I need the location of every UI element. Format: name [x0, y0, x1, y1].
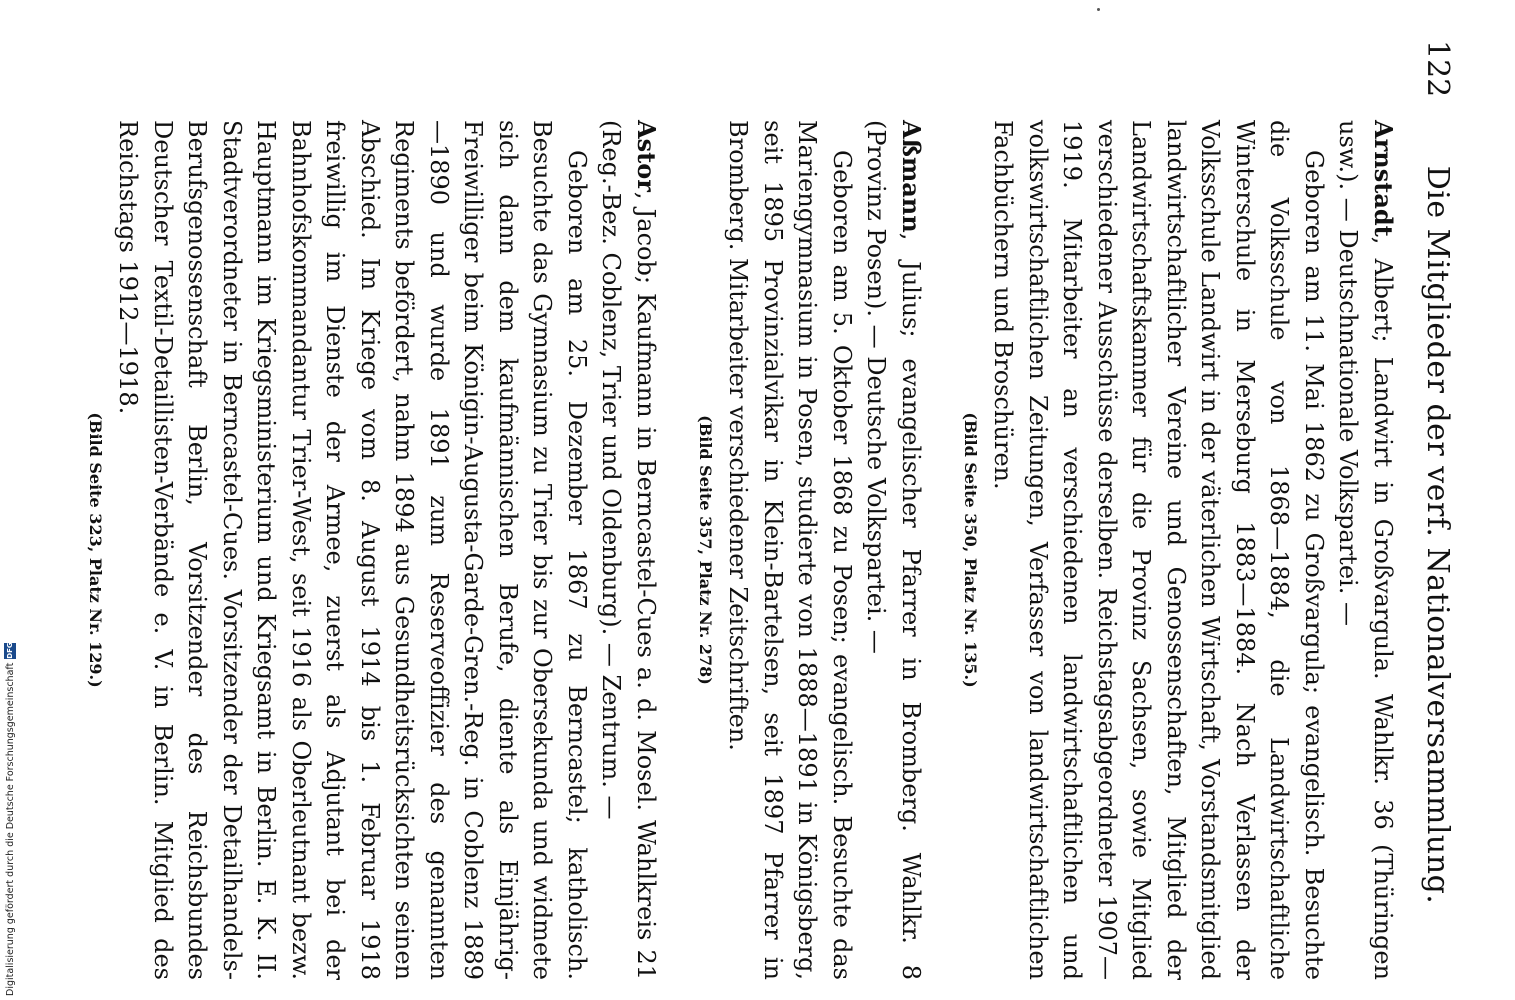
entry-body: Geboren am 11. Mai 1862 zu Großvargula; evangelisch. Besuchte die Volksschule von 1868—1884, die Landwirtschaftliche Winterschule in Merseburg 1883—1884. Nach Verlassen der Volksschule Landwirt in der väterlichen Wirtschaft, Vorstandsmitglied landwirtschaftlicher Vereine und Genossenschaften, Mitglied der Landwirtschaftskammer für die Provinz Sachsen, sowie Mitglied verschiedener Ausschüsse derselben. Reichstagsabgeordneter 1907—1919. Mitarbeiter an verschiedenen landwirtschaftlichen und volkswirtschaftlichen Zeitungen, Verfasser von landwirtschaftlichen Fachbüchern und Broschüren.: [989, 120, 1328, 980]
page-body: [53, 120, 1400, 980]
page-header: [1415, 40, 1455, 940]
entry-lead: [594, 120, 663, 980]
photo-reference: (Bild Seite 350, Platz Nr. 135.): [961, 412, 980, 688]
member-name: Astor: [632, 120, 661, 192]
entry-arnstadt: [986, 120, 1400, 980]
photo-reference: (Bild Seite 323, Platz Nr. 129.): [86, 412, 105, 688]
entry-lead: [1331, 120, 1400, 980]
photo-reference: (Bild Seite 357, Platz Nr. 278): [696, 415, 715, 685]
entry-lead-text: , Albert; Landwirt in Großvargula. Wahlkr. 36 (Thüringen usw.). — Deutschnationale Volkspartei. —: [1334, 120, 1397, 980]
page-number: 122: [1420, 40, 1455, 98]
entry-lead-text: , Julius; evangelischer Pfarrer in Bromberg. Wahlkr. 8 (Provinz Posen). — Deutsche Volkspartei. —: [862, 120, 925, 980]
digitization-credit: [0, 0, 22, 1000]
running-title: Die Mitglieder der verf. Nationalversammlung.: [1420, 165, 1455, 905]
credit-text: Digitalisierung gefördert durch die Deutsche Forschungsgemeinschaft: [4, 662, 16, 996]
member-name: Aßmann: [897, 120, 926, 233]
entry-body: Geboren am 5. Oktober 1868 zu Posen; evangelisch. Besuchte das Mariengymnasium in Posen, studierte von 1888—1891 in Königsberg, seit 1895 Provinzialvikar in Klein-Bartelsen, seit 1897 Pfarrer in Bromberg. Mitarbeiter verschiedener Zeitschriften.: [724, 120, 856, 980]
dfg-logo-icon: DFG: [6, 642, 14, 659]
member-name: Arnstadt: [1369, 120, 1398, 237]
entry-lead: [859, 120, 928, 980]
entry-body: Geboren am 25. Dezember 1867 zu Berncastel; katholisch. Besuchte das Gymnasium zu Trier bis zur Obersekunda und widmete sich dann dem kaufmännischen Berufe, diente als Einjährig-Freiwilliger beim Königin-Augusta-Garde-Gren.-Reg. in Coblenz 1889—1890 und wurde 1891 zum Reserveoffizier des genannten Regiments befördert, nahm 1894 aus Gesundheitsrücksichten seinen Abschied. Im Kriege vom 8. August 1914 bis 1. Februar 1918 freiwillig im Dienste der Armee, zuerst als Adjutant bei der Bahnhofskommandantur Trier-West, seit 1916 als Oberleutnant bezw. Hauptmann im Kriegsministerium und Kriegsamt in Berlin. E. K. II. Stadtverordneter in Berncastel-Cues. Vorsitzender der Detailhandels-Berufsgenossenschaft Berlin, Vorsitzender des Reichsbundes Deutscher Textil-Detaillisten-Verbände e. V. in Berlin. Mitglied des Reichstags 1912—1918.: [114, 120, 591, 980]
entry-lead-text: , Jacob; Kaufmann in Berncastel-Cues a. d. Mosel. Wahlkreis 21 (Reg.-Bez. Coblenz, Trier und Oldenburg). — Zentrum. —: [597, 120, 660, 980]
entry-astor: [111, 120, 663, 980]
entry-assmann: [721, 120, 928, 980]
